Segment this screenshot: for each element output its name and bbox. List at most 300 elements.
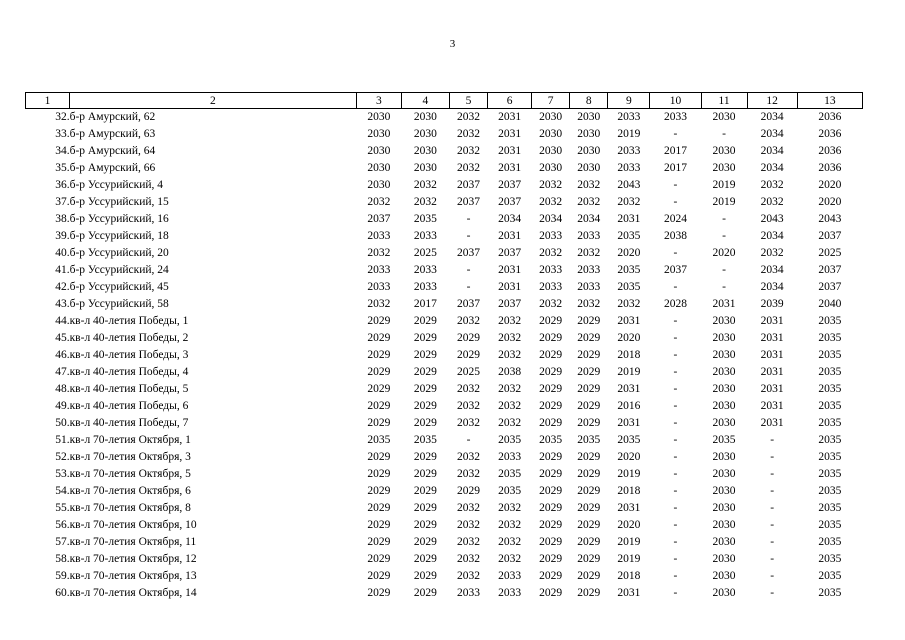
year-cell: -	[770, 519, 775, 531]
year-cell: 2029	[367, 400, 391, 412]
year-cell: -	[770, 434, 775, 446]
year-cell: 2029	[457, 349, 480, 361]
column-header-13: 13	[797, 93, 862, 109]
table-row	[26, 585, 863, 602]
year-cell: 2030	[367, 145, 391, 157]
year-cell: -	[673, 349, 678, 361]
table-row	[26, 296, 863, 313]
year-cell: -	[722, 213, 726, 225]
year-cell: 2035	[818, 434, 842, 446]
year-cell: 2031	[498, 230, 522, 242]
year-cell: 2030	[539, 162, 563, 174]
year-cell: 2034	[577, 213, 601, 225]
address-cell: б-р Амурский, 62	[69, 111, 156, 123]
year-cell: 2029	[577, 519, 601, 531]
year-cell: 2029	[577, 366, 601, 378]
year-cell: -	[673, 434, 678, 446]
year-cell: -	[673, 332, 678, 344]
year-cell: 2029	[413, 383, 437, 395]
address-cell: кв-л 40-летия Победы, 5	[69, 383, 189, 395]
year-cell: 2037	[367, 213, 391, 225]
row-number: 46.	[55, 349, 70, 361]
year-cell: 2032	[457, 162, 480, 174]
year-cell: 2043	[818, 213, 842, 225]
year-cell: 2029	[413, 315, 437, 327]
year-cell: 2029	[413, 332, 437, 344]
year-cell: 2029	[577, 332, 601, 344]
year-cell: 2019	[617, 366, 641, 378]
year-cell: 2031	[760, 417, 784, 429]
row-number: 54.	[55, 485, 70, 497]
address-cell: кв-л 70-летия Октября, 6	[69, 485, 191, 497]
year-cell: 2030	[367, 162, 391, 174]
year-cell: 2032	[539, 179, 563, 191]
year-cell: 2035	[818, 587, 842, 599]
year-cell: 2024	[663, 213, 687, 225]
year-cell: 2035	[818, 417, 842, 429]
year-cell: 2032	[498, 332, 522, 344]
year-cell: 2035	[818, 383, 842, 395]
address-cell: б-р Уссурийский, 20	[69, 247, 169, 259]
year-cell: -	[673, 383, 678, 395]
year-cell: 2029	[367, 502, 391, 514]
year-cell: 2030	[367, 128, 391, 140]
year-cell: 2031	[498, 145, 522, 157]
year-cell: 2030	[712, 553, 736, 565]
year-cell: 2035	[818, 553, 842, 565]
year-cell: 2033	[498, 451, 522, 463]
year-cell: 2035	[818, 536, 842, 548]
year-cell: 2032	[498, 519, 522, 531]
year-cell: -	[466, 434, 471, 446]
year-cell: 2032	[457, 536, 480, 548]
table-row	[26, 500, 863, 517]
year-cell: 2032	[577, 196, 601, 208]
year-cell: 2033	[577, 230, 601, 242]
table-row	[26, 262, 863, 279]
year-cell: 2029	[413, 468, 437, 480]
year-cell: 2029	[457, 485, 480, 497]
year-cell: -	[770, 485, 775, 497]
year-cell: 2032	[457, 315, 480, 327]
year-cell: 2033	[367, 264, 391, 276]
year-cell: 2030	[577, 111, 601, 123]
row-number: 51.	[55, 434, 70, 446]
year-cell: -	[770, 451, 775, 463]
address-cell: б-р Амурский, 63	[69, 128, 156, 140]
table-row	[26, 398, 863, 415]
column-header-9: 9	[608, 93, 650, 109]
year-cell: 2032	[498, 536, 522, 548]
year-cell: 2020	[617, 332, 641, 344]
year-cell: 2035	[818, 332, 842, 344]
address-cell: б-р Уссурийский, 15	[69, 196, 169, 208]
year-cell: 2030	[577, 162, 601, 174]
year-cell: 2030	[413, 128, 437, 140]
year-cell: 2035	[539, 434, 563, 446]
year-cell: 2030	[577, 145, 601, 157]
year-cell: 2035	[818, 485, 842, 497]
year-cell: 2029	[367, 383, 391, 395]
year-cell: 2017	[663, 162, 687, 174]
year-cell: 2035	[413, 434, 437, 446]
table-row	[26, 330, 863, 347]
year-cell: 2029	[577, 400, 601, 412]
year-cell: 2020	[818, 179, 842, 191]
year-cell: 2034	[760, 111, 784, 123]
year-cell: 2038	[663, 230, 687, 242]
year-cell: 2020	[818, 196, 842, 208]
row-number: 36.	[55, 179, 70, 191]
column-header-1: 1	[26, 93, 70, 109]
year-cell: 2031	[617, 213, 641, 225]
row-number: 32.	[55, 111, 70, 123]
year-cell: 2033	[539, 264, 563, 276]
year-cell: 2030	[539, 128, 563, 140]
year-cell: 2031	[712, 298, 736, 310]
year-cell: 2018	[617, 485, 641, 497]
year-cell: 2032	[413, 196, 437, 208]
year-cell: -	[673, 570, 678, 582]
row-number: 49.	[55, 400, 70, 412]
address-cell: б-р Амурский, 66	[69, 162, 156, 174]
year-cell: 2034	[760, 162, 784, 174]
year-cell: 2039	[760, 298, 784, 310]
row-number: 53.	[55, 468, 70, 480]
year-cell: 2031	[498, 128, 522, 140]
year-cell: 2031	[617, 383, 641, 395]
table-row	[26, 313, 863, 330]
row-number: 38.	[55, 213, 70, 225]
column-header-7: 7	[532, 93, 570, 109]
year-cell: 2029	[539, 587, 563, 599]
year-cell: 2032	[457, 451, 480, 463]
year-cell: 2029	[577, 383, 601, 395]
row-number: 48.	[55, 383, 70, 395]
year-cell: 2020	[712, 247, 736, 259]
year-cell: 2033	[617, 111, 641, 123]
year-cell: 2034	[539, 213, 563, 225]
year-cell: 2035	[818, 468, 842, 480]
year-cell: 2032	[457, 145, 480, 157]
year-cell: 2038	[498, 366, 522, 378]
year-cell: 2029	[539, 553, 563, 565]
row-number: 60.	[55, 587, 70, 599]
year-cell: 2032	[498, 400, 522, 412]
year-cell: 2034	[760, 264, 784, 276]
year-cell: 2037	[818, 264, 842, 276]
year-cell: 2029	[577, 587, 601, 599]
year-cell: 2031	[760, 366, 784, 378]
table-row	[26, 194, 863, 211]
address-cell: кв-л 40-летия Победы, 3	[69, 349, 189, 361]
table-row	[26, 228, 863, 245]
address-cell: кв-л 40-летия Победы, 1	[69, 315, 189, 327]
year-cell: 2031	[760, 315, 784, 327]
year-cell: 2029	[367, 587, 391, 599]
year-cell: -	[673, 502, 678, 514]
year-cell: 2030	[367, 111, 391, 123]
row-number: 41.	[55, 264, 70, 276]
year-cell: 2031	[617, 315, 641, 327]
year-cell: 2020	[617, 247, 641, 259]
year-cell: -	[722, 281, 726, 293]
table-row	[26, 347, 863, 364]
year-cell: 2032	[577, 298, 601, 310]
year-cell: 2019	[617, 536, 641, 548]
year-cell: 2029	[577, 570, 601, 582]
address-cell: кв-л 70-летия Октября, 13	[69, 570, 197, 582]
year-cell: 2029	[539, 349, 563, 361]
year-cell: 2029	[413, 570, 437, 582]
row-number: 47.	[55, 366, 70, 378]
year-cell: 2016	[617, 400, 641, 412]
column-header-12: 12	[747, 93, 797, 109]
year-cell: 2029	[367, 468, 391, 480]
year-cell: 2031	[760, 332, 784, 344]
year-cell: 2033	[457, 587, 480, 599]
year-cell: 2029	[577, 553, 601, 565]
year-cell: 2030	[712, 145, 736, 157]
address-cell: кв-л 70-летия Октября, 10	[69, 519, 197, 531]
table-row	[26, 534, 863, 551]
year-cell: 2029	[413, 349, 437, 361]
year-cell: 2029	[367, 332, 391, 344]
year-cell: 2032	[457, 502, 480, 514]
year-cell: 2029	[367, 315, 391, 327]
year-cell: 2029	[539, 570, 563, 582]
year-cell: 2029	[577, 502, 601, 514]
table-row	[26, 245, 863, 262]
year-cell: 2036	[818, 111, 842, 123]
year-cell: 2033	[413, 264, 437, 276]
year-cell: 2032	[457, 400, 480, 412]
year-cell: 2032	[457, 417, 480, 429]
year-cell: 2036	[818, 162, 842, 174]
year-cell: -	[770, 553, 775, 565]
year-cell: -	[673, 553, 678, 565]
year-cell: 2020	[617, 519, 641, 531]
year-cell: 2030	[712, 502, 736, 514]
year-cell: 2037	[818, 281, 842, 293]
year-cell: 2037	[457, 196, 480, 208]
row-number: 55.	[55, 502, 70, 514]
year-cell: 2029	[413, 417, 437, 429]
year-cell: 2034	[760, 128, 784, 140]
year-cell: -	[673, 451, 678, 463]
column-header-4: 4	[401, 93, 449, 109]
year-cell: 2031	[617, 417, 641, 429]
year-cell: 2030	[712, 111, 736, 123]
year-cell: 2033	[413, 281, 437, 293]
address-cell: кв-л 40-летия Победы, 7	[69, 417, 189, 429]
year-cell: 2035	[498, 434, 522, 446]
column-header-6: 6	[488, 93, 532, 109]
address-cell: б-р Уссурийский, 58	[69, 298, 169, 310]
year-cell: 2036	[818, 128, 842, 140]
year-cell: 2032	[367, 196, 391, 208]
year-cell: 2029	[577, 536, 601, 548]
year-cell: 2029	[539, 417, 563, 429]
year-cell: 2032	[539, 196, 563, 208]
year-cell: 2035	[818, 400, 842, 412]
year-cell: 2019	[712, 196, 736, 208]
year-cell: 2029	[539, 332, 563, 344]
table-row	[26, 381, 863, 398]
year-cell: 2030	[712, 366, 736, 378]
schedule-table	[25, 92, 863, 602]
year-cell: 2032	[367, 247, 391, 259]
header-row	[26, 93, 863, 109]
year-cell: -	[673, 400, 678, 412]
year-cell: -	[770, 587, 775, 599]
column-header-2: 2	[70, 93, 357, 109]
year-cell: 2032	[539, 247, 563, 259]
year-cell: 2029	[539, 502, 563, 514]
year-cell: -	[466, 264, 471, 276]
year-cell: 2032	[498, 502, 522, 514]
year-cell: 2033	[617, 145, 641, 157]
year-cell: 2030	[712, 383, 736, 395]
year-cell: 2033	[539, 230, 563, 242]
row-number: 56.	[55, 519, 70, 531]
year-cell: 2035	[498, 485, 522, 497]
year-cell: -	[673, 247, 678, 259]
year-cell: 2033	[539, 281, 563, 293]
year-cell: 2030	[413, 111, 437, 123]
row-number: 52.	[55, 451, 70, 463]
year-cell: 2032	[457, 570, 480, 582]
year-cell: -	[673, 519, 678, 531]
column-header-11: 11	[701, 93, 747, 109]
year-cell: 2029	[367, 485, 391, 497]
year-cell: 2030	[712, 400, 736, 412]
year-cell: 2032	[760, 247, 784, 259]
table-row	[26, 143, 863, 160]
year-cell: 2029	[539, 315, 563, 327]
year-cell: -	[770, 570, 775, 582]
table-row	[26, 449, 863, 466]
year-cell: 2032	[760, 196, 784, 208]
year-cell: 2018	[617, 349, 641, 361]
row-number: 58.	[55, 553, 70, 565]
year-cell: 2030	[367, 179, 391, 191]
year-cell: 2019	[617, 128, 641, 140]
year-cell: 2033	[617, 162, 641, 174]
year-cell: 2035	[818, 315, 842, 327]
year-cell: 2035	[413, 213, 437, 225]
year-cell: 2029	[539, 485, 563, 497]
year-cell: 2032	[498, 349, 522, 361]
row-number: 57.	[55, 536, 70, 548]
year-cell: 2032	[760, 179, 784, 191]
page-number: 3	[449, 38, 456, 50]
year-cell: 2032	[457, 128, 480, 140]
table-row	[26, 211, 863, 228]
table-row	[26, 415, 863, 432]
year-cell: 2032	[498, 417, 522, 429]
year-cell: 2029	[539, 383, 563, 395]
column-header-5: 5	[449, 93, 487, 109]
year-cell: 2029	[577, 417, 601, 429]
year-cell: 2030	[712, 315, 736, 327]
year-cell: 2029	[539, 519, 563, 531]
year-cell: 2035	[617, 281, 641, 293]
year-cell: 2029	[413, 519, 437, 531]
year-cell: 2029	[367, 570, 391, 582]
address-cell: б-р Уссурийский, 4	[69, 179, 164, 191]
year-cell: 2034	[760, 230, 784, 242]
year-cell: 2037	[457, 179, 480, 191]
year-cell: 2037	[498, 298, 522, 310]
address-cell: б-р Уссурийский, 18	[69, 230, 169, 242]
table-row	[26, 483, 863, 500]
address-cell: б-р Уссурийский, 16	[69, 213, 169, 225]
year-cell: 2029	[577, 451, 601, 463]
year-cell: 2029	[577, 485, 601, 497]
table-row	[26, 126, 863, 143]
year-cell: 2019	[617, 553, 641, 565]
year-cell: -	[673, 179, 678, 191]
year-cell: 2035	[818, 519, 842, 531]
year-cell: 2036	[818, 145, 842, 157]
year-cell: 2030	[539, 111, 563, 123]
year-cell: 2033	[577, 281, 601, 293]
table-row	[26, 177, 863, 194]
year-cell: 2035	[498, 468, 522, 480]
row-number: 45.	[55, 332, 70, 344]
year-cell: 2030	[712, 451, 736, 463]
year-cell: 2029	[367, 553, 391, 565]
year-cell: 2043	[617, 179, 641, 191]
row-number: 50.	[55, 417, 70, 429]
year-cell: 2030	[712, 349, 736, 361]
row-number: 59.	[55, 570, 70, 582]
year-cell: -	[673, 417, 678, 429]
address-cell: кв-л 70-летия Октября, 5	[69, 468, 191, 480]
year-cell: 2034	[760, 281, 784, 293]
year-cell: 2032	[617, 196, 641, 208]
year-cell: 2029	[413, 400, 437, 412]
year-cell: 2030	[577, 128, 601, 140]
year-cell: 2031	[498, 281, 522, 293]
year-cell: 2034	[760, 145, 784, 157]
year-cell: -	[770, 468, 775, 480]
year-cell: 2030	[712, 536, 736, 548]
column-header-10: 10	[650, 93, 701, 109]
year-cell: 2035	[617, 264, 641, 276]
year-cell: 2032	[457, 468, 480, 480]
year-cell: 2032	[498, 383, 522, 395]
year-cell: 2033	[367, 281, 391, 293]
year-cell: 2037	[457, 298, 480, 310]
table-body	[26, 109, 863, 603]
table-row	[26, 568, 863, 585]
year-cell: 2030	[712, 332, 736, 344]
year-cell: -	[770, 502, 775, 514]
year-cell: 2030	[413, 162, 437, 174]
year-cell: 2029	[367, 349, 391, 361]
year-cell: 2032	[498, 315, 522, 327]
year-cell: 2030	[539, 145, 563, 157]
table-row	[26, 432, 863, 449]
year-cell: 2033	[663, 111, 687, 123]
year-cell: -	[722, 128, 726, 140]
year-cell: 2029	[413, 502, 437, 514]
address-cell: б-р Уссурийский, 45	[69, 281, 169, 293]
year-cell: 2037	[663, 264, 687, 276]
year-cell: 2019	[617, 468, 641, 480]
